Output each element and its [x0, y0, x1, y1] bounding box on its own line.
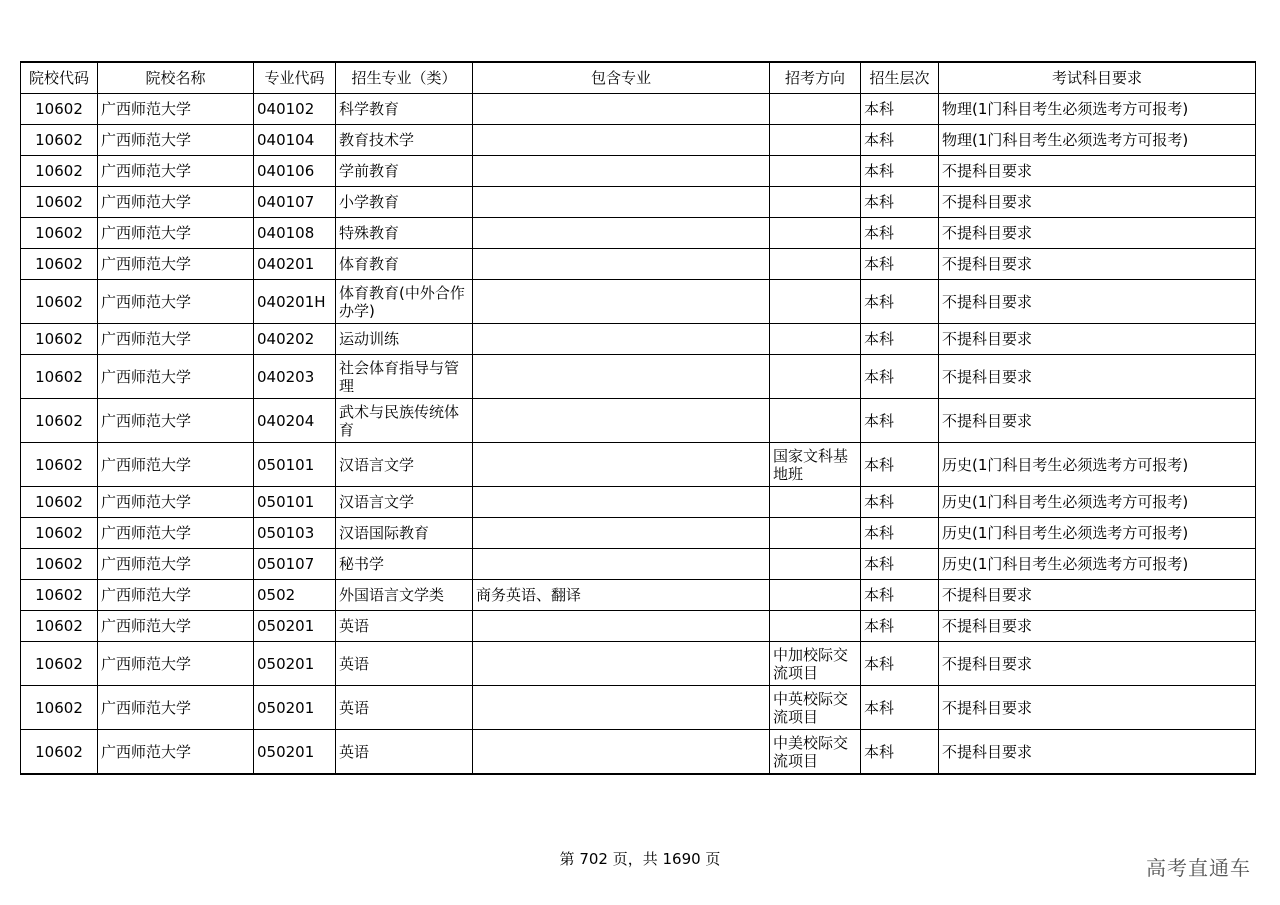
cell-level: 本科	[861, 642, 939, 686]
cell-included-majors	[473, 249, 770, 280]
cell-included-majors	[473, 443, 770, 487]
header-major: 招生专业（类）	[336, 62, 473, 94]
table-row	[21, 642, 1256, 686]
cell-major-code: 050101	[254, 443, 336, 487]
cell-included-majors	[473, 611, 770, 642]
cell-school-code: 10602	[21, 324, 98, 355]
cell-requirement: 不提科目要求	[939, 187, 1256, 218]
cell-major: 学前教育	[336, 156, 473, 187]
cell-school-code: 10602	[21, 187, 98, 218]
cell-included-majors	[473, 487, 770, 518]
cell-direction	[770, 218, 861, 249]
header-school-name: 院校名称	[98, 62, 254, 94]
cell-direction	[770, 518, 861, 549]
cell-level: 本科	[861, 549, 939, 580]
cell-level: 本科	[861, 580, 939, 611]
cell-requirement: 不提科目要求	[939, 399, 1256, 443]
cell-major: 秘书学	[336, 549, 473, 580]
cell-level: 本科	[861, 218, 939, 249]
table-row	[21, 187, 1256, 218]
cell-level: 本科	[861, 280, 939, 324]
cell-direction: 中加校际交流项目	[770, 642, 861, 686]
cell-requirement: 物理(1门科目考生必须选考方可报考)	[939, 125, 1256, 156]
cell-major: 小学教育	[336, 187, 473, 218]
cell-school-code: 10602	[21, 443, 98, 487]
cell-major: 教育技术学	[336, 125, 473, 156]
cell-direction	[770, 249, 861, 280]
cell-major-code: 040201H	[254, 280, 336, 324]
watermark-logo: 高考直通车	[1146, 856, 1251, 880]
header-major-code: 专业代码	[254, 62, 336, 94]
cell-school-code: 10602	[21, 611, 98, 642]
cell-major: 英语	[336, 686, 473, 730]
cell-school-name: 广西师范大学	[98, 549, 254, 580]
cell-school-code: 10602	[21, 125, 98, 156]
cell-school-code: 10602	[21, 355, 98, 399]
cell-direction	[770, 355, 861, 399]
cell-major: 社会体育指导与管理	[336, 355, 473, 399]
cell-school-code: 10602	[21, 549, 98, 580]
page-number: 第 702 页，共 1690 页	[559, 850, 721, 868]
table-body	[21, 94, 1256, 775]
cell-level: 本科	[861, 443, 939, 487]
cell-major-code: 040203	[254, 355, 336, 399]
cell-included-majors	[473, 156, 770, 187]
cell-school-name: 广西师范大学	[98, 355, 254, 399]
table-row	[21, 249, 1256, 280]
cell-level: 本科	[861, 399, 939, 443]
cell-requirement: 不提科目要求	[939, 642, 1256, 686]
cell-direction	[770, 280, 861, 324]
table-row	[21, 156, 1256, 187]
cell-direction	[770, 399, 861, 443]
cell-school-code: 10602	[21, 686, 98, 730]
cell-major: 体育教育(中外合作办学)	[336, 280, 473, 324]
cell-level: 本科	[861, 487, 939, 518]
cell-school-name: 广西师范大学	[98, 487, 254, 518]
cell-school-code: 10602	[21, 580, 98, 611]
cell-direction	[770, 580, 861, 611]
cell-major-code: 050107	[254, 549, 336, 580]
header-included-majors: 包含专业	[473, 62, 770, 94]
cell-included-majors	[473, 187, 770, 218]
cell-direction: 国家文科基地班	[770, 443, 861, 487]
cell-school-code: 10602	[21, 730, 98, 775]
table-row	[21, 324, 1256, 355]
cell-requirement: 不提科目要求	[939, 249, 1256, 280]
cell-level: 本科	[861, 125, 939, 156]
cell-major: 科学教育	[336, 94, 473, 125]
cell-included-majors	[473, 518, 770, 549]
cell-level: 本科	[861, 355, 939, 399]
cell-major-code: 040108	[254, 218, 336, 249]
cell-school-name: 广西师范大学	[98, 443, 254, 487]
cell-included-majors	[473, 399, 770, 443]
cell-level: 本科	[861, 518, 939, 549]
cell-requirement: 不提科目要求	[939, 156, 1256, 187]
table-header-row	[21, 62, 1256, 94]
table-row	[21, 443, 1256, 487]
table-row	[21, 686, 1256, 730]
table-row	[21, 94, 1256, 125]
cell-major-code: 050201	[254, 730, 336, 775]
cell-requirement: 历史(1门科目考生必须选考方可报考)	[939, 518, 1256, 549]
table-row	[21, 125, 1256, 156]
header-school-code: 院校代码	[21, 62, 98, 94]
cell-included-majors: 商务英语、翻译	[473, 580, 770, 611]
cell-direction	[770, 549, 861, 580]
cell-major: 英语	[336, 730, 473, 775]
cell-requirement: 不提科目要求	[939, 355, 1256, 399]
cell-level: 本科	[861, 686, 939, 730]
header-requirement: 考试科目要求	[939, 62, 1256, 94]
cell-school-name: 广西师范大学	[98, 187, 254, 218]
cell-included-majors	[473, 549, 770, 580]
cell-requirement: 不提科目要求	[939, 280, 1256, 324]
table-row	[21, 280, 1256, 324]
cell-major: 特殊教育	[336, 218, 473, 249]
cell-level: 本科	[861, 187, 939, 218]
cell-direction	[770, 487, 861, 518]
table-row	[21, 611, 1256, 642]
cell-direction: 中美校际交流项目	[770, 730, 861, 775]
cell-school-code: 10602	[21, 249, 98, 280]
cell-major-code: 050201	[254, 611, 336, 642]
cell-level: 本科	[861, 611, 939, 642]
cell-direction	[770, 611, 861, 642]
cell-major: 外国语言文学类	[336, 580, 473, 611]
cell-major-code: 0502	[254, 580, 336, 611]
cell-major-code: 040107	[254, 187, 336, 218]
table-row	[21, 580, 1256, 611]
cell-major: 汉语国际教育	[336, 518, 473, 549]
cell-school-name: 广西师范大学	[98, 280, 254, 324]
cell-included-majors	[473, 125, 770, 156]
cell-major: 英语	[336, 642, 473, 686]
cell-school-name: 广西师范大学	[98, 642, 254, 686]
cell-direction: 中英校际交流项目	[770, 686, 861, 730]
cell-major-code: 040204	[254, 399, 336, 443]
cell-major: 运动训练	[336, 324, 473, 355]
header-level: 招生层次	[861, 62, 939, 94]
cell-requirement: 不提科目要求	[939, 611, 1256, 642]
table-row	[21, 487, 1256, 518]
cell-requirement: 历史(1门科目考生必须选考方可报考)	[939, 487, 1256, 518]
cell-major-code: 050201	[254, 686, 336, 730]
cell-included-majors	[473, 324, 770, 355]
cell-direction	[770, 187, 861, 218]
cell-school-code: 10602	[21, 94, 98, 125]
cell-major: 武术与民族传统体育	[336, 399, 473, 443]
cell-level: 本科	[861, 94, 939, 125]
cell-requirement: 不提科目要求	[939, 686, 1256, 730]
header-direction: 招考方向	[770, 62, 861, 94]
cell-school-name: 广西师范大学	[98, 611, 254, 642]
cell-direction	[770, 125, 861, 156]
cell-school-name: 广西师范大学	[98, 730, 254, 775]
cell-major-code: 040202	[254, 324, 336, 355]
cell-school-code: 10602	[21, 399, 98, 443]
cell-school-code: 10602	[21, 156, 98, 187]
cell-major-code: 040201	[254, 249, 336, 280]
cell-included-majors	[473, 355, 770, 399]
cell-included-majors	[473, 218, 770, 249]
cell-direction	[770, 94, 861, 125]
cell-requirement: 不提科目要求	[939, 324, 1256, 355]
cell-school-name: 广西师范大学	[98, 125, 254, 156]
cell-major: 英语	[336, 611, 473, 642]
cell-school-name: 广西师范大学	[98, 518, 254, 549]
cell-requirement: 不提科目要求	[939, 218, 1256, 249]
cell-major-code: 050101	[254, 487, 336, 518]
cell-included-majors	[473, 94, 770, 125]
cell-included-majors	[473, 686, 770, 730]
cell-included-majors	[473, 730, 770, 775]
cell-school-name: 广西师范大学	[98, 399, 254, 443]
cell-requirement: 历史(1门科目考生必须选考方可报考)	[939, 443, 1256, 487]
table-row	[21, 730, 1256, 775]
cell-school-code: 10602	[21, 218, 98, 249]
cell-level: 本科	[861, 730, 939, 775]
cell-school-code: 10602	[21, 280, 98, 324]
cell-school-name: 广西师范大学	[98, 686, 254, 730]
table-row	[21, 355, 1256, 399]
cell-direction	[770, 156, 861, 187]
admission-table	[20, 61, 1256, 775]
cell-major: 汉语言文学	[336, 487, 473, 518]
table-row	[21, 518, 1256, 549]
cell-major-code: 040102	[254, 94, 336, 125]
cell-included-majors	[473, 280, 770, 324]
table-row	[21, 218, 1256, 249]
cell-school-name: 广西师范大学	[98, 324, 254, 355]
cell-major-code: 040104	[254, 125, 336, 156]
table-row	[21, 399, 1256, 443]
cell-requirement: 历史(1门科目考生必须选考方可报考)	[939, 549, 1256, 580]
cell-major: 体育教育	[336, 249, 473, 280]
cell-direction	[770, 324, 861, 355]
cell-major-code: 050201	[254, 642, 336, 686]
cell-school-name: 广西师范大学	[98, 94, 254, 125]
cell-included-majors	[473, 642, 770, 686]
cell-major: 汉语言文学	[336, 443, 473, 487]
cell-school-name: 广西师范大学	[98, 249, 254, 280]
cell-major-code: 040106	[254, 156, 336, 187]
cell-level: 本科	[861, 324, 939, 355]
cell-requirement: 物理(1门科目考生必须选考方可报考)	[939, 94, 1256, 125]
table-row	[21, 549, 1256, 580]
cell-school-name: 广西师范大学	[98, 218, 254, 249]
cell-requirement: 不提科目要求	[939, 580, 1256, 611]
cell-school-name: 广西师范大学	[98, 580, 254, 611]
cell-school-code: 10602	[21, 642, 98, 686]
cell-major-code: 050103	[254, 518, 336, 549]
cell-level: 本科	[861, 249, 939, 280]
cell-requirement: 不提科目要求	[939, 730, 1256, 775]
cell-school-code: 10602	[21, 518, 98, 549]
cell-school-name: 广西师范大学	[98, 156, 254, 187]
cell-level: 本科	[861, 156, 939, 187]
cell-school-code: 10602	[21, 487, 98, 518]
